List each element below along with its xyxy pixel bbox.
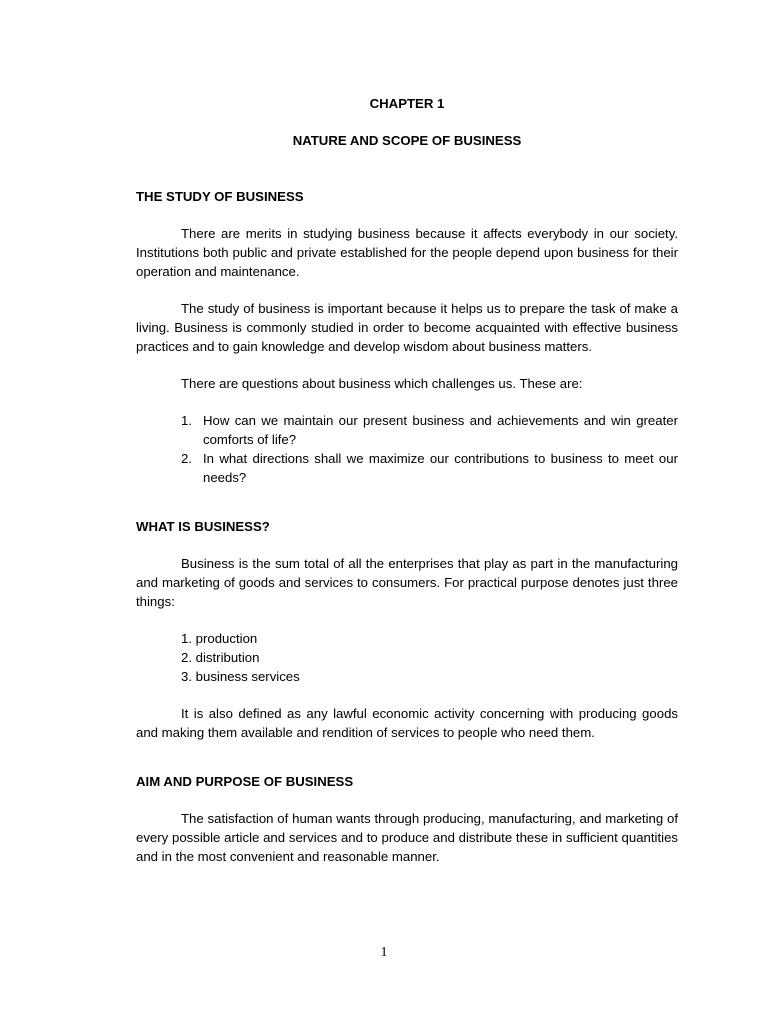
things-list [136, 629, 678, 686]
chapter-title: NATURE AND SCOPE OF BUSINESS [292, 133, 522, 148]
paragraph: There are questions about business which challenges us. These are: [181, 376, 583, 391]
list-item [136, 449, 678, 487]
list-item: 2. distribution [181, 650, 260, 665]
paragraph: Business is the sum total of all the enterprises that play as part in the manufacturing and marketing of goods and services to consumers. For practical purpose denotes just three things: [136, 556, 678, 609]
paragraph: The satisfaction of human wants through producing, manufacturing, and marketing of every possible article and services and to produce and distribute these in sufficient quantities and in the most convenient and reasonable manner. [136, 811, 678, 864]
list-item: 1. production [181, 631, 258, 646]
list-number: 2. [181, 451, 192, 466]
questions-list [136, 411, 678, 487]
paragraph: There are merits in studying business because it affects everybody in our society. Institutions both public and private established for the people depend upon business for their operation and maintenance. [136, 226, 678, 279]
page-content [136, 94, 678, 884]
list-item [136, 411, 678, 449]
paragraph: It is also defined as any lawful economic activity concerning with producing goods and making them available and rendition of services to people who need them. [136, 706, 678, 740]
list-item: 3. business services [181, 669, 300, 684]
section-heading-aim-purpose: AIM AND PURPOSE OF BUSINESS [136, 774, 354, 789]
section-heading-study: THE STUDY OF BUSINESS [136, 189, 304, 204]
section-heading-what-is-business: WHAT IS BUSINESS? [136, 519, 270, 534]
chapter-label: CHAPTER 1 [369, 96, 445, 111]
list-number: 1. [181, 413, 192, 428]
list-text: In what directions shall we maximize our contributions to business to meet our needs? [203, 451, 678, 485]
page-number: 1 [380, 945, 388, 960]
paragraph: The study of business is important because it helps us to prepare the task of make a living. Business is commonly studied in order to become acquainted with effective business practices and to gain knowledge and develop wisdom about business matters. [136, 301, 678, 354]
list-text: How can we maintain our present business and achievements and win greater comforts of life? [203, 413, 678, 447]
